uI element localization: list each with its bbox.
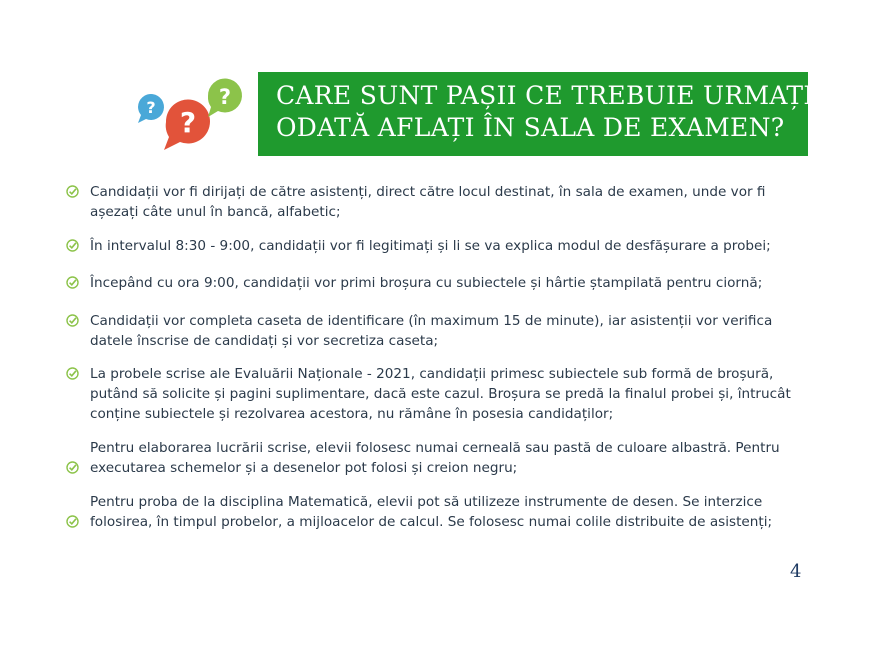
title-banner	[258, 72, 814, 156]
title-line-1: CARE SUNT PAȘII CE TREBUIE URMAȚI	[276, 81, 814, 110]
list-item-text: Candidații vor completa caseta de identificare (în maximum 15 de minute), iar asistenții vor verifica datele înscrise de candidați și vor secretiza caseta;	[90, 313, 773, 349]
check-circle-icon	[66, 515, 79, 528]
question-bubbles-icon	[128, 74, 248, 154]
check-circle-icon	[66, 185, 79, 198]
svg-text:?: ?	[179, 106, 197, 139]
list-item-text: Pentru elaborarea lucrării scrise, elevii folosesc numai cerneală sau pastă de culoare albastră. Pentru executarea schemelor și a desenelor pot folosi și creion negru;	[90, 440, 780, 476]
list-item-text: La probele scrise ale Evaluării Naționale - 2021, candidații primesc subiectele sub formă de broșură, putând să solicite și pagini suplimentare, dacă este cazul. Broșura se predă la finalul probei și, întrucât conține subiectele și rezolvarea acestora, nu rămâne în posesia candidaților;	[90, 366, 791, 422]
check-circle-icon	[66, 461, 79, 474]
title-line-2: ODATĂ AFLAȚI ÎN SALA DE EXAMEN?	[276, 113, 785, 142]
list-item-text: În intervalul 8:30 - 9:00, candidații vor fi legitimați și li se va explica modul de desfășurare a probei;	[90, 238, 771, 254]
svg-text:?: ?	[146, 98, 156, 117]
page-number: 4	[790, 561, 802, 582]
check-circle-icon	[66, 314, 79, 327]
check-circle-icon	[66, 239, 79, 252]
check-circle-icon	[66, 367, 79, 380]
list-item-text: Începând cu ora 9:00, candidații vor primi broșura cu subiectele și hârtie ștampilată pentru ciornă;	[90, 275, 763, 291]
list-item-text: Pentru proba de la disciplina Matematică, elevii pot să utilizeze instrumente de desen. Se interzice folosirea, în timpul probelor, a mijloacelor de calcul. Se folosesc numai colile distribuite de asistenți;	[90, 494, 773, 530]
svg-text:?: ?	[218, 85, 232, 109]
check-circle-icon	[66, 276, 79, 289]
list-item-text: Candidații vor fi dirijați de către asistenți, direct către locul destinat, în sala de examen, unde vor fi așezați câte unul în bancă, alfabetic;	[90, 184, 766, 220]
